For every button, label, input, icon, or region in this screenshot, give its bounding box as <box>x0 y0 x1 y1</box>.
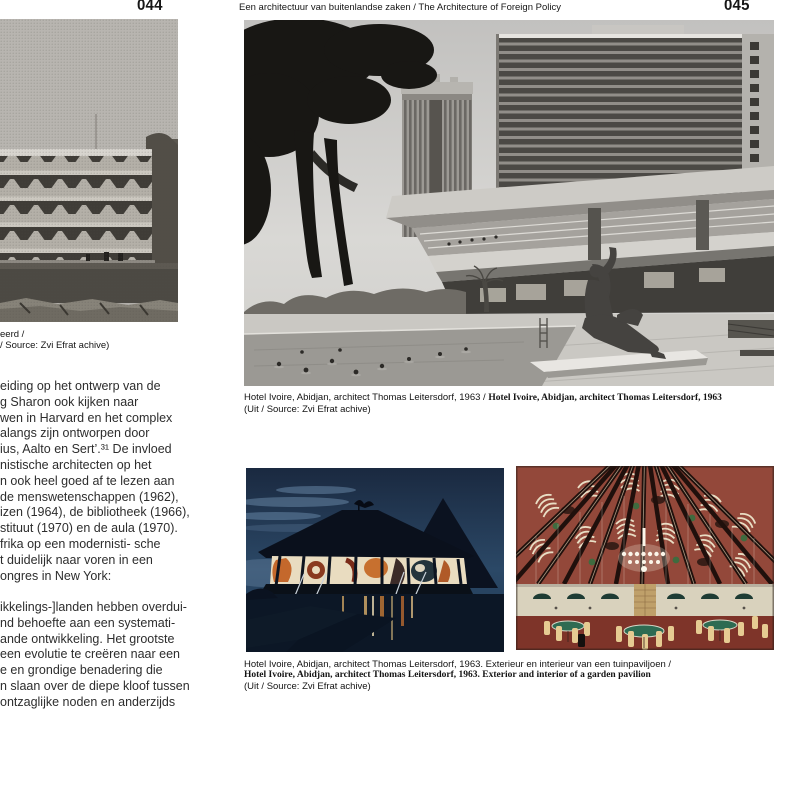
body-paragraph <box>0 379 252 584</box>
quote-text-line: ikkelings-]landen hebben overdui- <box>0 600 187 614</box>
body-text-line: n ook heel goed af te lezen aan <box>0 473 175 488</box>
body-text-line: eiding op het ontwerp van de <box>0 379 161 393</box>
quote-text-line: e en grondige benadering die <box>0 663 163 678</box>
hotel-ivoire-illustration <box>244 20 774 386</box>
campus-building-illustration <box>0 19 178 322</box>
quote-text-line: n slaan over de diepe kloof tussen <box>0 678 190 693</box>
pavilion-photos-caption <box>244 659 671 692</box>
quote-text-line: ande ontwikkeling. Het grootste <box>0 631 175 646</box>
body-text-line: frika op een modernisti- sche <box>0 536 161 551</box>
casino-floor <box>516 616 774 650</box>
campus-photo-caption <box>0 329 109 351</box>
body-text-line: alangs zijn ontworpen door <box>0 426 150 441</box>
body-text-line: stituut (1970) en de aula (1970). <box>0 521 178 536</box>
quote-text-line: ontzaglijke noden en anderzijds <box>0 694 176 709</box>
pavilion-exterior-night-photo <box>246 468 504 652</box>
quote-text-line: een evolutie te creëren naar een <box>0 647 180 662</box>
caption-dutch: Hotel Ivoire, Abidjan, architect Thomas Leitersdorf, 1963. Exterieur en interieur van een tuinpaviljoen / <box>244 659 672 670</box>
caption-line <box>244 392 722 404</box>
body-text-line: g Sharon ook kijken naar <box>0 394 139 409</box>
pavilion-night-illustration <box>246 468 504 652</box>
body-text-line: nistische architecten op het <box>0 457 152 472</box>
body-text-line: ius, Aalto en Sert’.³¹ De invloed <box>0 442 172 457</box>
campus-building-photo <box>0 19 178 322</box>
pavilion-interior-illustration <box>516 466 774 650</box>
lagoon-water <box>246 588 504 652</box>
caption-english: Hotel Ivoire, Abidjan, architect Thomas Leitersdorf, 1963. Exterior and interior of a garden pavilion <box>244 670 651 680</box>
page-number-right: 045 <box>724 0 750 15</box>
caption-source: (Uit / Source: Zvi Efrat achive) <box>244 404 371 415</box>
caption-source: (Uit / Source: Zvi Efrat achive) <box>244 681 371 692</box>
hotel-ivoire-pool-photo <box>244 20 774 386</box>
body-text-line: izen (1964), de bibliotheek (1966), <box>0 505 190 520</box>
body-text-line: t duidelijk naar voren in een <box>0 552 153 567</box>
body-text-line: de menswetenschappen (1962), <box>0 489 179 504</box>
wall-band <box>516 584 774 616</box>
caption-line: / Source: Zvi Efrat achive) <box>0 340 110 351</box>
quote-text-line: nd behoefte aan een systemati- <box>0 615 176 630</box>
caption-dutch: Hotel Ivoire, Abidjan, architect Thomas Leitersdorf, 1963 / <box>244 392 489 403</box>
body-text-line: wen in Harvard en het complex <box>0 410 173 425</box>
hotel-photo-caption <box>244 392 722 415</box>
running-title: Een architectuur van buitenlandse zaken / The Architecture of Foreign Policy <box>239 2 561 13</box>
quote-paragraph <box>0 600 252 711</box>
page-number-left: 044 <box>137 0 163 15</box>
lit-mural-band <box>270 556 467 586</box>
waste-bin <box>578 634 585 647</box>
caption-english: Hotel Ivoire, Abidjan, architect Thomas Leitersdorf, 1963 <box>488 393 722 403</box>
pavilion-interior-photo <box>516 466 774 650</box>
body-text-line: ongres in New York: <box>0 568 112 583</box>
caption-line: eerd / <box>0 329 25 340</box>
